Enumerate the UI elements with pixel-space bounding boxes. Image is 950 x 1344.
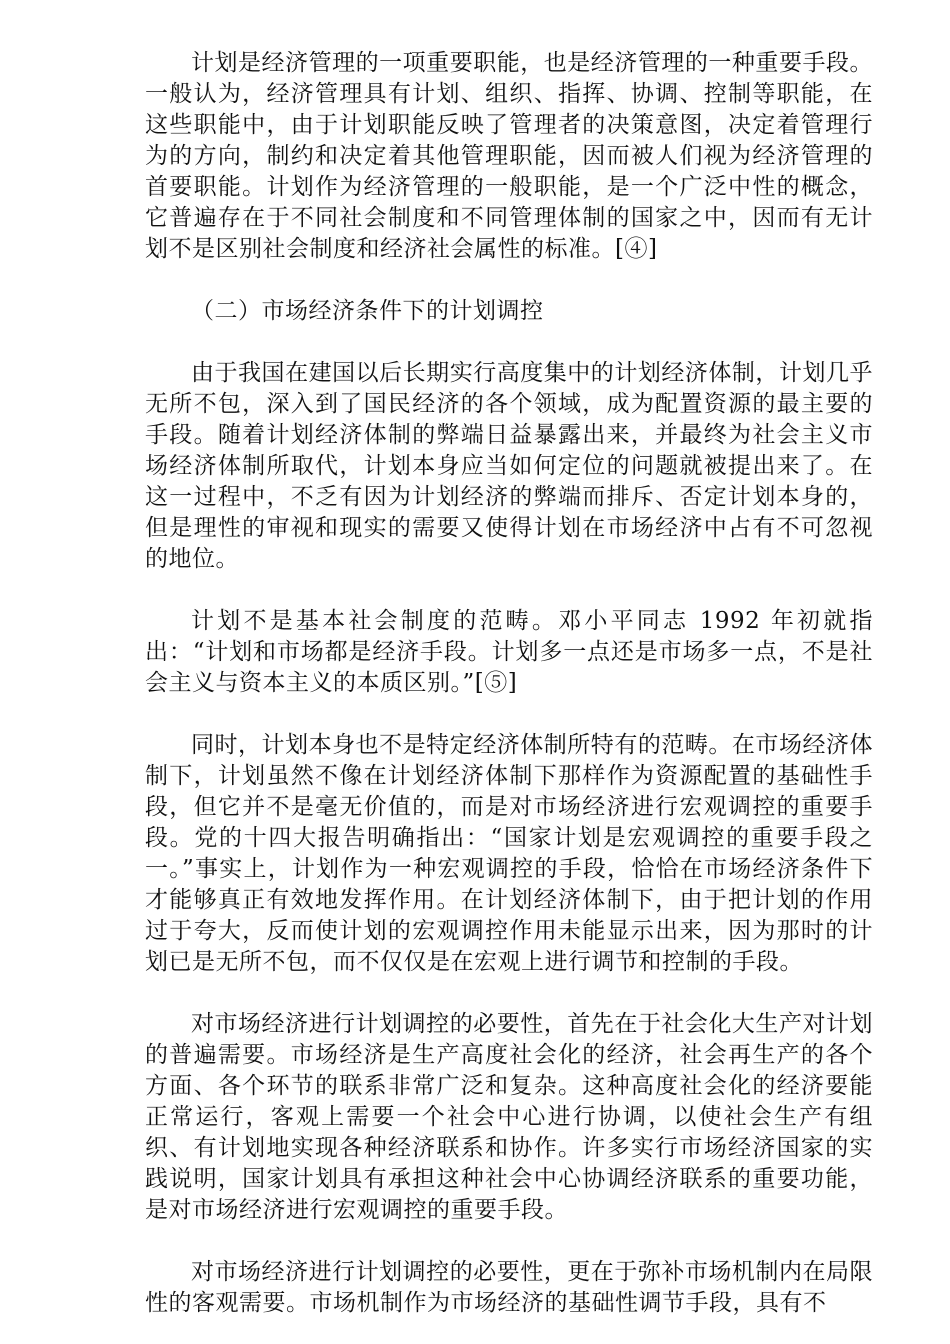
paragraph-spacer	[145, 1226, 873, 1257]
paragraph-deng-quote: 计划不是基本社会制度的范畴。邓小平同志 1992 年初就指出：“计划和市场都是经济手段。计划多一点还是市场多一点，不是社会主义与资本主义的本质区别。”[⑤]	[145, 608, 873, 696]
paragraph-historical-context: 由于我国在建国以后长期实行高度集中的计划经济体制，计划几乎无所不包，深入到了国民经济的各个领域，成为配置资源的最主要的手段。随着计划经济体制的弊端日益暴露出来，并最终为社会主义市场经济体制所取代，计划本身应当如何定位的问题就被提出来了。在这一过程中，不乏有因为计划经济的弊端而排斥、否定计划本身的，但是理性的审视和现实的需要又使得计划在市场经济中占有不可忽视的地位。	[145, 360, 873, 572]
paragraph-spacer	[145, 327, 873, 358]
section-heading: （二）市场经济条件下的计划调控	[191, 298, 544, 324]
paragraph-socialized-production: 对市场经济进行计划调控的必要性，首先在于社会化大生产对计划的普遍需要。市场经济是生产高度社会化的经济，社会再生产的各个方面、各个环节的联系非常广泛和复杂。这种高度社会化的经济要能正常运行，客观上需要一个社会中心进行协调，以使社会生产有组织、有计划地实现各种经济联系和协作。许多实行市场经济国家的实践说明，国家计划具有承担这种社会中心协调经济联系的重要功能，是对市场经济进行宏观调控的重要手段。	[145, 1011, 873, 1223]
paragraph-market-economy-planning: 同时，计划本身也不是特定经济体制所特有的范畴。在市场经济体制下，计划虽然不像在计划经济体制下那样作为资源配置的基础性手段，但它并不是毫无价值的，而是对市场经济进行宏观调控的重要手段。党的十四大报告明确指出：“国家计划是宏观调控的重要手段之一。”事实上，计划作为一种宏观调控的手段，恰恰在市场经济条件下才能够真正有效地发挥作用。在计划经济体制下，由于把计划的作用过于夸大，反而使计划的宏观调控作用未能显示出来，因为那时的计划已是无所不包，而不仅仅是在宏观上进行调节和控制的手段。	[145, 732, 873, 975]
paragraph-spacer	[145, 265, 873, 296]
document-body	[145, 48, 873, 1319]
paragraph-spacer	[145, 575, 873, 606]
paragraph-planning-function: 计划是经济管理的一项重要职能，也是经济管理的一种重要手段。一般认为，经济管理具有计划、组织、指挥、协调、控制等职能，在这些职能中，由于计划职能反映了管理者的决策意图，决定着管理行为的方向，制约和决定着其他管理职能，因而被人们视为经济管理的首要职能。计划作为经济管理的一般职能，是一个广泛中性的概念，它普遍存在于不同社会制度和不同管理体制的国家之中，因而有无计划不是区别社会制度和经济社会属性的标准。[④]	[145, 50, 873, 262]
paragraph-market-limitations: 对市场经济进行计划调控的必要性，更在于弥补市场机制内在局限性的客观需要。市场机制作为市场经济的基础性调节手段，具有不	[145, 1259, 873, 1316]
paragraph-spacer	[145, 978, 873, 1009]
paragraph-spacer	[145, 699, 873, 730]
